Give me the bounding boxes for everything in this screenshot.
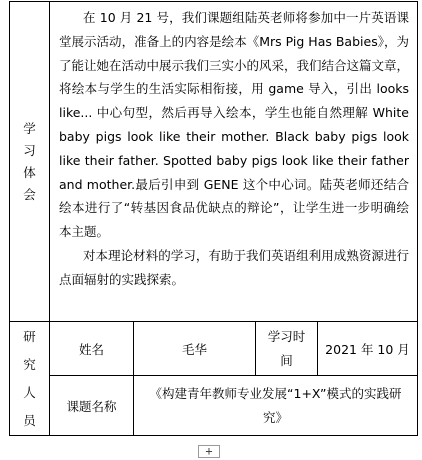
reflection-label-char: 体 [23, 164, 36, 180]
name-value: 毛华 [181, 341, 207, 357]
study-time-value-cell[interactable] [318, 322, 418, 376]
name-label: 姓名 [78, 341, 104, 357]
researcher-label-char: 人 [23, 384, 36, 400]
reflection-label-cell [10, 2, 50, 322]
reflection-content-cell[interactable] [50, 2, 418, 322]
topic-value-cell[interactable] [134, 376, 418, 436]
name-label-cell [50, 322, 134, 376]
study-record-table [9, 1, 418, 436]
topic-value: 《构建青年教师专业发展“1+X”模式的实践研究》 [149, 385, 402, 425]
reflection-label-char: 会 [23, 186, 36, 202]
researcher-label-char: 究 [23, 356, 36, 372]
reflection-label-char: 学 [23, 120, 36, 136]
study-time-label-line1: 学习时 [267, 328, 306, 344]
researcher-label-cell [10, 322, 50, 436]
name-value-cell[interactable] [134, 322, 256, 376]
reflection-label-char: 习 [23, 142, 36, 158]
topic-label: 课题名称 [66, 398, 117, 414]
researcher-label-char: 研 [23, 328, 36, 344]
study-time-value: 2021 年 10 月 [325, 341, 410, 357]
researcher-label-char: 员 [23, 412, 36, 428]
study-time-label-line2: 间 [280, 352, 293, 368]
add-row-button[interactable]: + [198, 445, 220, 458]
topic-label-cell [50, 376, 134, 436]
reflection-paragraph: 对本理论材料的学习，有助于我们英语组利用成熟资源进行点面辐射的实践探索。 [59, 247, 409, 287]
study-time-label-cell [256, 322, 318, 376]
topic-row [10, 376, 418, 436]
researcher-info-row [10, 322, 418, 376]
reflection-paragraph: 在 10 月 21 号，我们课题组陆英老师将参加中一片英语课堂展示活动，准备上的内容是绘本《Mrs Pig Has Babies》，为了能让她在活动中展示我们三实小的风采，我们结合这篇文章，将绘本与学生的生活实际相衔接，用 game 导入，引出 looks like... 中心句型，然后再导入绘本，学生也能自然理解 White baby pigs look like their mother. Black baby pigs look like their father. Spotted baby pigs look like their father and mother.最后引申到 GENE 这个中心词。陆英老师还结合绘本进行了“转基因食品优缺点的辩论”，让学生进一步明确绘本主题。 [59, 10, 410, 240]
reflection-row [10, 2, 418, 322]
